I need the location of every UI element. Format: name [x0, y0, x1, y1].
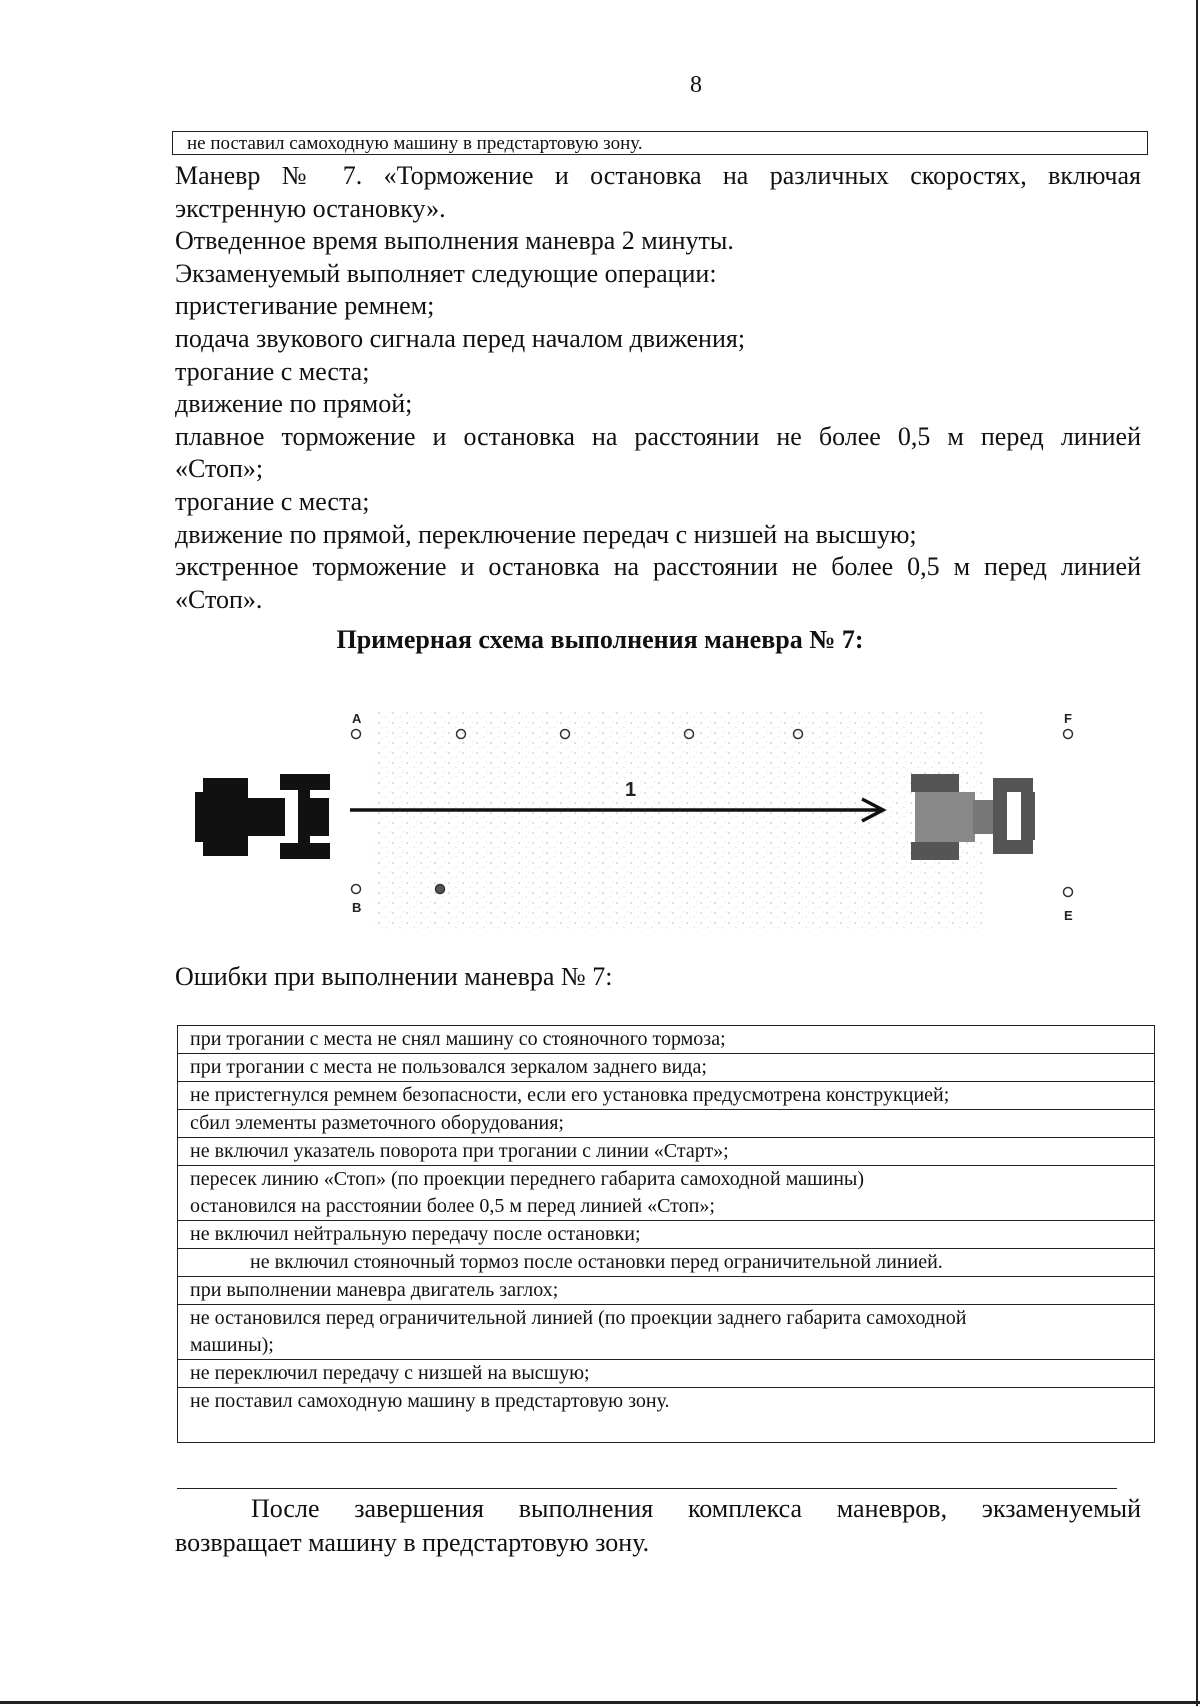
cone-marker-icon: [352, 730, 361, 739]
paragraph: После завершения выполнения комплекса маневров, экзаменуемый: [251, 1494, 1141, 1523]
paragraph: экстренную остановку».: [175, 193, 446, 223]
tractor-start-icon: [195, 774, 330, 859]
table-row: не поставил самоходную машину в предстартовую зону.: [190, 1390, 670, 1412]
table-row: не пристегнулся ремнем безопасности, если его установка предусмотрена конструкцией;: [178, 1082, 1154, 1110]
table-row-line: машины);: [190, 1334, 274, 1356]
paragraph: «Стоп».: [175, 584, 263, 614]
cone-marker-icon: [1064, 730, 1073, 739]
paragraph: подача звукового сигнала перед началом движения;: [175, 323, 746, 353]
paragraph: Маневр № 7. «Торможение и остановка на различных скоростях, включая: [175, 161, 1141, 190]
page-number: 8: [690, 72, 702, 98]
table-row-line: остановился на расстоянии более 0,5 м перед линией «Стоп»;: [190, 1195, 715, 1217]
table-row: сбил элементы разметочного оборудования;: [178, 1110, 1154, 1138]
marker-label-f: F: [1064, 711, 1072, 726]
table-row: при трогании с места не пользовался зеркалом заднего вида;: [178, 1054, 1154, 1082]
paragraph: трогание с места;: [175, 356, 370, 386]
table-row: при выполнении маневра двигатель заглох;: [178, 1277, 1154, 1305]
page-border-bottom: [0, 1701, 1200, 1704]
cone-marker-icon: [352, 885, 361, 894]
paragraph: плавное торможение и остановка на расстоянии не более 0,5 м перед линией: [175, 421, 1141, 451]
marker-label-b: B: [352, 900, 362, 915]
paragraph: трогание с места;: [175, 486, 370, 516]
paragraph: Экзаменуемый выполняет следующие операции:: [175, 258, 717, 288]
page-border-right: [1196, 0, 1198, 1706]
maneuver-description: [175, 160, 1141, 616]
marker-label-a: A: [352, 711, 362, 726]
test-zone-area: [375, 712, 985, 932]
diagram-title: Примерная схема выполнения маневра № 7:: [336, 625, 864, 654]
cone-marker-icon: [1064, 888, 1073, 897]
table-row: не включил указатель поворота при трогании с линии «Старт»;: [178, 1138, 1154, 1166]
paragraph: движение по прямой, переключение передач с низшей на высшую;: [175, 519, 917, 549]
paragraph: «Стоп»;: [175, 454, 264, 484]
table-row-continued: не поставил самоходную машину в предстартовую зону.: [172, 131, 1148, 155]
paragraph: экстренное торможение и остановка на расстоянии не более 0,5 м перед линией: [175, 552, 1141, 582]
table-row: не включил нейтральную передачу после остановки;: [178, 1221, 1154, 1249]
marker-label-e: E: [1064, 908, 1073, 923]
divider: [177, 1488, 1117, 1489]
path-label: 1: [625, 779, 637, 801]
table-row: [178, 1305, 1154, 1360]
paragraph: Отведенное время выполнения маневра 2 минуты.: [175, 226, 734, 256]
paragraph: пристегивание ремнем;: [175, 291, 435, 321]
table-row: при трогании с места не снял машину со стояночного тормоза;: [178, 1026, 1154, 1054]
errors-table: [177, 1025, 1155, 1443]
paragraph: возвращает машину в предстартовую зону.: [175, 1528, 650, 1557]
table-row-line: не остановился перед ограничительной линией (по проекции заднего габарита самоходной: [190, 1307, 967, 1329]
errors-title: Ошибки при выполнении маневра № 7:: [175, 962, 613, 991]
table-row: не переключил передачу с низшей на высшую;: [178, 1360, 1154, 1388]
table-row: не включил стояночный тормоз после остановки перед ограничительной линией.: [178, 1249, 1154, 1277]
table-row-line: пересек линию «Стоп» (по проекции переднего габарита самоходной машины): [190, 1168, 865, 1190]
paragraph: движение по прямой;: [175, 389, 413, 419]
maneuver-diagram: [195, 700, 1085, 940]
closing-paragraph: [175, 1492, 1141, 1560]
table-row: [178, 1166, 1154, 1221]
cone-marker-icon: [436, 885, 445, 894]
